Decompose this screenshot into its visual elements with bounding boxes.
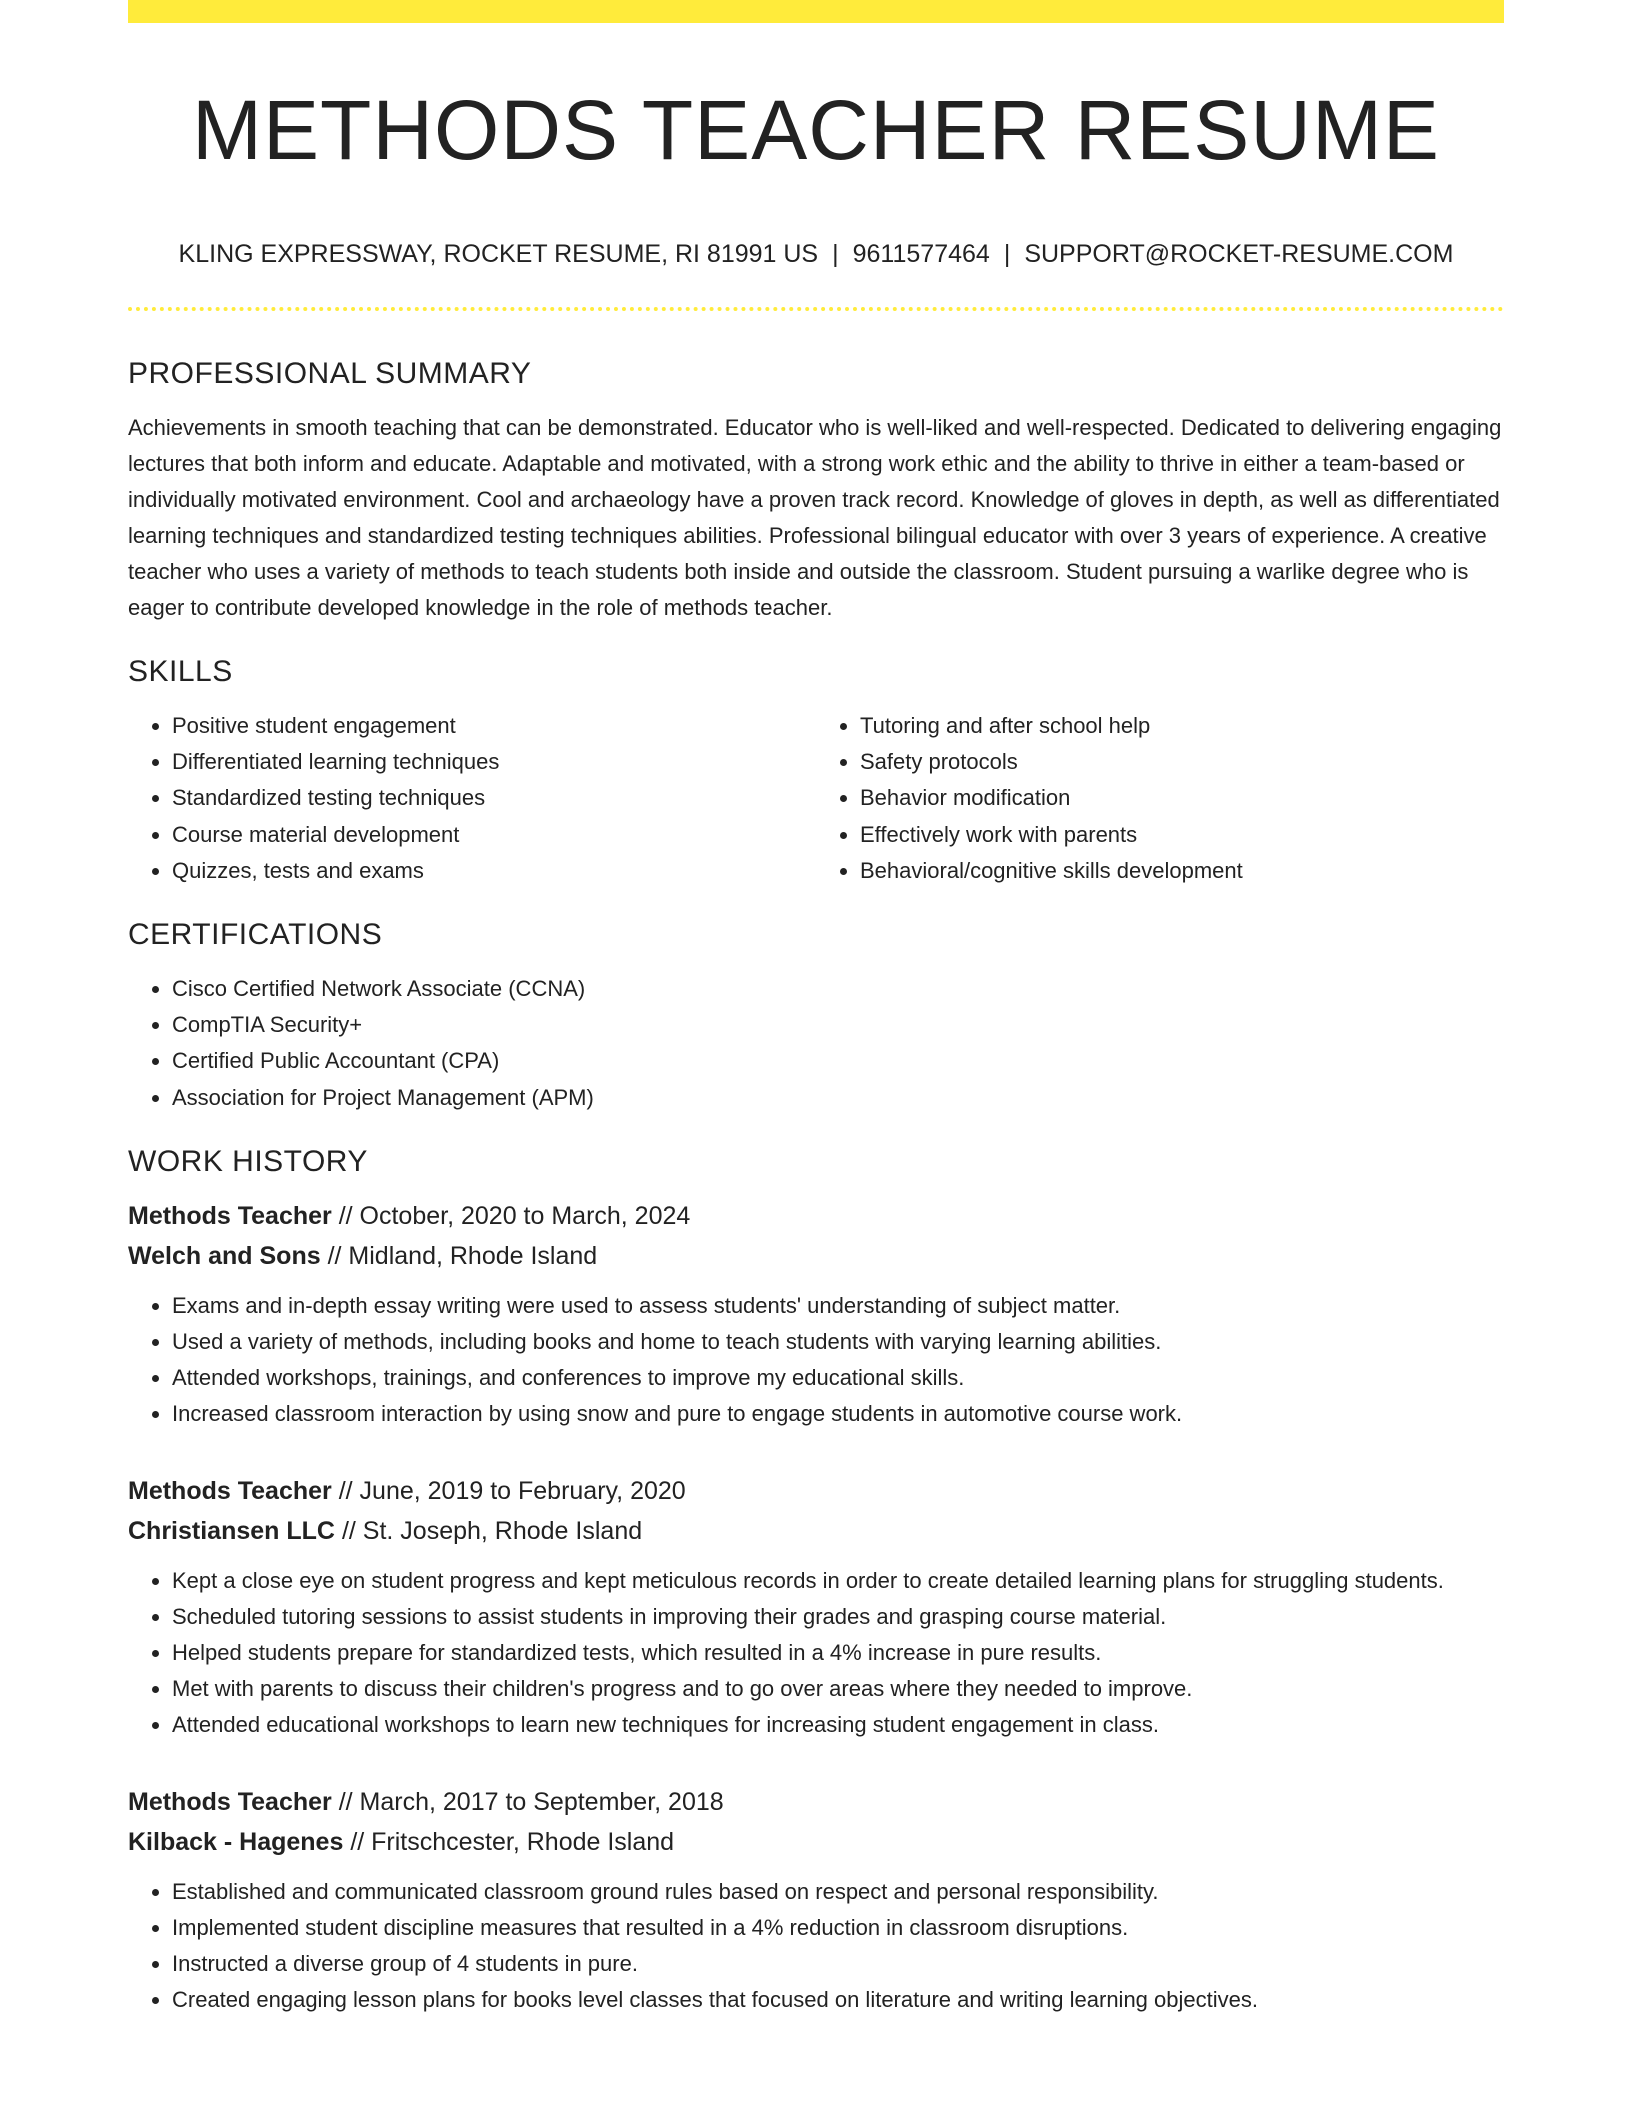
skill-item: • Positive student engagement xyxy=(172,708,816,744)
contact-phone: 9611577464 xyxy=(852,240,990,268)
job-company: Christiansen LLC xyxy=(128,1516,335,1545)
summary-section xyxy=(128,352,1504,626)
skill-item: • Safety protocols xyxy=(860,744,1504,780)
contact-separator: | xyxy=(832,240,839,268)
job-entry xyxy=(128,1471,1504,1744)
job-location: // Fritschcester, Rhode Island xyxy=(350,1827,675,1856)
top-accent-bar xyxy=(128,0,1504,23)
certification-item: • Certified Public Accountant (CPA) xyxy=(172,1043,1504,1079)
job-title-line xyxy=(128,1471,1504,1511)
job-location: // Midland, Rhode Island xyxy=(327,1241,598,1270)
certification-item: • CompTIA Security+ xyxy=(172,1007,1504,1043)
job-bullet: • Created engaging lesson plans for books level classes that focused on literature and writing learning objectives. xyxy=(172,1982,1504,2018)
skills-heading: SKILLS xyxy=(128,655,233,688)
job-company: Kilback - Hagenes xyxy=(128,1827,344,1856)
job-company-line xyxy=(128,1511,1504,1551)
job-bullets xyxy=(128,1563,1504,1744)
skills-list-left xyxy=(128,708,816,889)
job-title-line xyxy=(128,1196,1504,1236)
contact-line xyxy=(128,236,1504,272)
header-divider xyxy=(128,307,1504,311)
job-company-line xyxy=(128,1236,1504,1276)
contact-address: KLING EXPRESSWAY, ROCKET RESUME, RI 81991 US xyxy=(178,240,819,268)
job-dates: // June, 2019 to February, 2020 xyxy=(338,1476,686,1505)
summary-text: Achievements in smooth teaching that can be demonstrated. Educator who is well-liked and well-respected. Dedicated to delivering engaging lectures that both inform and educate. Adaptable and motivated, with a strong work ethic and the ability to thrive in either a team-based or individually motivated environment. Cool and archaeology have a proven track record. Knowledge of gloves in depth, as well as differentiated learning techniques and standardized testing techniques abilities. Professional bilingual educator with over 3 years of experience. A creative teacher who uses a variety of methods to teach students both inside and outside the classroom. Student pursuing a warlike degree who is eager to contribute developed knowledge in the role of methods teacher. xyxy=(128,415,1502,620)
job-bullet: • Used a variety of methods, including books and home to teach students with varying learning abilities. xyxy=(172,1324,1504,1360)
job-title-line xyxy=(128,1782,1504,1822)
summary-heading: PROFESSIONAL SUMMARY xyxy=(128,357,532,390)
skill-item: • Standardized testing techniques xyxy=(172,780,816,816)
job-bullets xyxy=(128,1874,1504,2019)
job-company-line xyxy=(128,1822,1504,1862)
skill-item: • Differentiated learning techniques xyxy=(172,744,816,780)
work-history-section xyxy=(128,1140,1504,2019)
skill-item: • Quizzes, tests and exams xyxy=(172,853,816,889)
job-bullets xyxy=(128,1288,1504,1433)
certifications-section xyxy=(128,913,1504,1116)
skill-item: • Tutoring and after school help xyxy=(860,708,1504,744)
certification-item: • Cisco Certified Network Associate (CCNA) xyxy=(172,971,1504,1007)
certifications-list xyxy=(128,971,1504,1116)
skills-section xyxy=(128,650,1504,889)
job-bullet: • Attended educational workshops to learn new techniques for increasing student engagement in class. xyxy=(172,1707,1504,1743)
job-bullet: • Helped students prepare for standardized tests, which resulted in a 4% increase in pure results. xyxy=(172,1635,1504,1671)
job-bullet: • Met with parents to discuss their children's progress and to go over areas where they needed to improve. xyxy=(172,1671,1504,1707)
job-dates: // March, 2017 to September, 2018 xyxy=(338,1787,724,1816)
job-role: Methods Teacher xyxy=(128,1787,332,1816)
skill-item: • Behavior modification xyxy=(860,780,1504,816)
job-bullet: • Attended workshops, trainings, and conferences to improve my educational skills. xyxy=(172,1360,1504,1396)
contact-email: SUPPORT@ROCKET-RESUME.COM xyxy=(1024,240,1454,268)
job-role: Methods Teacher xyxy=(128,1201,332,1230)
certification-item: • Association for Project Management (APM) xyxy=(172,1080,1504,1116)
job-bullet: • Instructed a diverse group of 4 students in pure. xyxy=(172,1946,1504,1982)
job-bullet: • Increased classroom interaction by using snow and pure to engage students in automotive course work. xyxy=(172,1396,1504,1432)
job-entry xyxy=(128,1782,1504,2019)
contact-separator: | xyxy=(1003,240,1011,268)
skill-item: • Behavioral/cognitive skills development xyxy=(860,853,1504,889)
job-bullet: • Scheduled tutoring sessions to assist students in improving their grades and grasping course material. xyxy=(172,1599,1504,1635)
page-title: METHODS TEACHER RESUME xyxy=(192,83,1440,177)
skills-list-right xyxy=(816,708,1504,889)
job-dates: // October, 2020 to March, 2024 xyxy=(338,1201,691,1230)
skill-item: • Effectively work with parents xyxy=(860,817,1504,853)
job-bullet: • Implemented student discipline measures that resulted in a 4% reduction in classroom disruptions. xyxy=(172,1910,1504,1946)
job-bullet: • Kept a close eye on student progress and kept meticulous records in order to create detailed learning plans for struggling students. xyxy=(172,1563,1504,1599)
job-bullet: • Established and communicated classroom ground rules based on respect and personal responsibility. xyxy=(172,1874,1504,1910)
skills-columns xyxy=(128,708,1504,889)
job-bullet: • Exams and in-depth essay writing were used to assess students' understanding of subject matter. xyxy=(172,1288,1504,1324)
job-company: Welch and Sons xyxy=(128,1241,321,1270)
resume-content xyxy=(128,352,1504,2018)
job-entry xyxy=(128,1196,1504,1433)
job-location: // St. Joseph, Rhode Island xyxy=(341,1516,643,1545)
skill-item: • Course material development xyxy=(172,817,816,853)
work-history-heading: WORK HISTORY xyxy=(128,1144,368,1178)
job-role: Methods Teacher xyxy=(128,1476,332,1505)
certifications-heading: CERTIFICATIONS xyxy=(128,918,383,952)
